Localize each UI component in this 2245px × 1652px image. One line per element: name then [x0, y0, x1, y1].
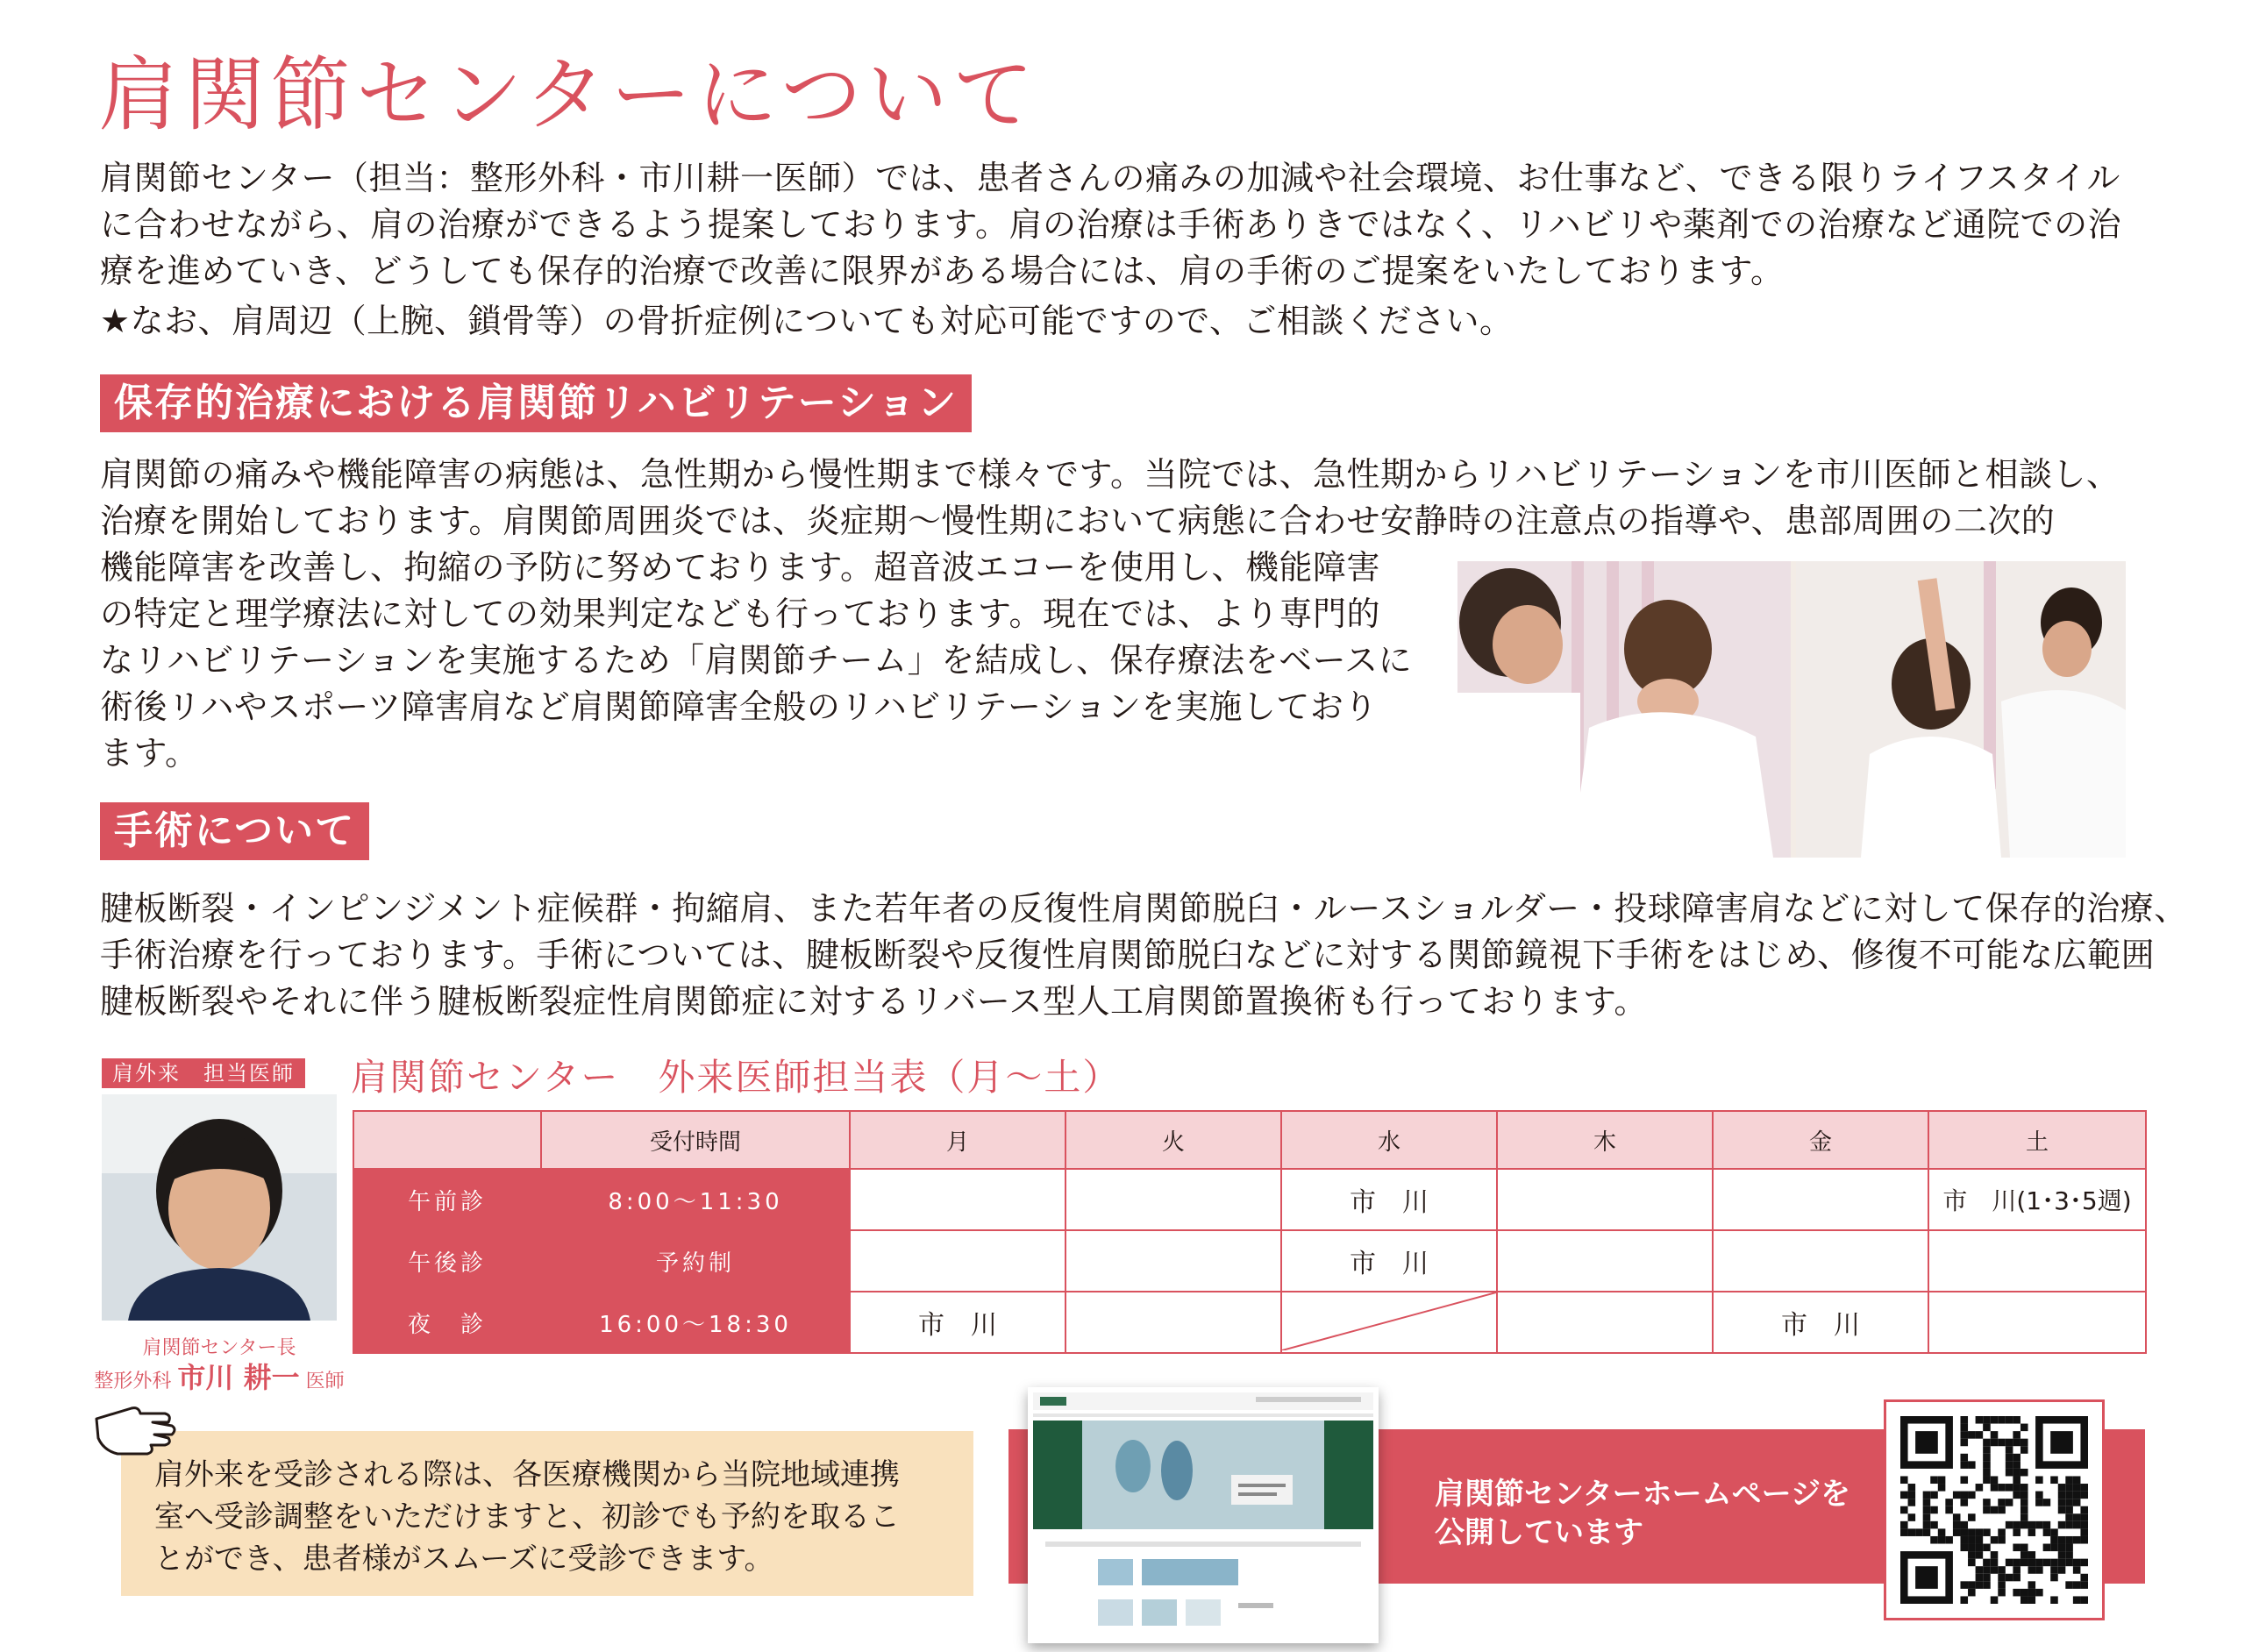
schedule-reception-time: 予約制: [541, 1230, 850, 1292]
rehab-photo: [1457, 561, 2126, 858]
schedule-header-cell: 火: [1065, 1111, 1281, 1169]
schedule-cell: [850, 1230, 1065, 1292]
schedule-cell: [1065, 1169, 1281, 1230]
schedule-reception-time: 16:00～18:30: [541, 1292, 850, 1353]
schedule-header-cell: 金: [1713, 1111, 1928, 1169]
banner-line: 公開しています: [1435, 1515, 1643, 1550]
doctor-name: 市川 耕一: [177, 1361, 300, 1394]
homepage-screenshot-illustration: [1028, 1387, 1379, 1643]
pointing-hand-icon: [91, 1399, 179, 1464]
rehab-line: の特定と理学療法に対しての効果判定なども行っております。現在では、より専門的: [100, 595, 1380, 633]
schedule-cell: [1928, 1230, 2146, 1292]
schedule-header-cell: 月: [850, 1111, 1065, 1169]
rehab-line: 機能障害を改善し、拘縮の予防に努めております。超音波エコーを使用し、機能障害: [100, 548, 1380, 587]
diagonal-slash: [1282, 1292, 1496, 1350]
schedule-row-label: 午後診: [353, 1230, 541, 1292]
rehab-heading: 保存的治療における肩関節リハビリテーション: [100, 374, 972, 432]
rehab-line: 治療を開始しております。肩関節周囲炎では、炎症期～慢性期において病態に合わせ安静時の注意点の指導や、患部周囲の二次的: [100, 502, 2056, 540]
schedule-row-morning: [353, 1169, 2146, 1230]
intro-line: 肩関節センター（担当：整形外科・市川耕一医師）では、患者さんの痛みの加減や社会環境、お仕事など、できる限りライフスタイル: [100, 159, 2120, 197]
schedule-header-cell: [353, 1111, 541, 1169]
schedule-header-cell: 木: [1497, 1111, 1713, 1169]
schedule-table: [353, 1110, 2147, 1354]
qr-code-icon[interactable]: [1900, 1416, 2088, 1604]
note-line: とができ、患者様がスムーズに受診できます。: [154, 1542, 774, 1577]
schedule-cell: [1928, 1292, 2146, 1353]
schedule-header-cell: 受付時間: [541, 1111, 850, 1169]
schedule-row-label: 午前診: [353, 1169, 541, 1230]
schedule-cell: [1497, 1230, 1713, 1292]
qr-code-frame: [1884, 1399, 2105, 1620]
schedule-caption: 肩関節センター 外来医師担当表（月～土）: [351, 1056, 1122, 1099]
schedule-reception-time: 8:00～11:30: [541, 1169, 850, 1230]
schedule-header-cell: 土: [1928, 1111, 2146, 1169]
schedule-row-afternoon: [353, 1230, 2146, 1292]
schedule-header-row: [353, 1111, 2146, 1169]
schedule-cell-diagonal: [1281, 1292, 1497, 1353]
homepage-screenshot[interactable]: [1028, 1387, 1379, 1643]
surgery-line: 腱板断裂・インピンジメント症候群・拘縮肩、また若年者の反復性肩関節脱臼・ルースショルダー・投球障害肩などに対して保存的治療、: [100, 889, 2188, 928]
rehab-line: ます。: [100, 734, 199, 773]
doctor-dept: 整形外科: [94, 1371, 172, 1392]
intro-line: 療を進めていき、どうしても保存的治療で改善に限界がある場合には、肩の手術のご提案をいたしております。: [100, 252, 1785, 290]
referral-note: [121, 1431, 973, 1596]
page-title: 肩関節センターについて: [98, 48, 1039, 142]
schedule-row-label: 夜 診: [353, 1292, 541, 1353]
doctor-tag: 肩外来 担当医師: [102, 1058, 305, 1088]
schedule-cell: 市 川: [850, 1292, 1065, 1353]
note-line: 室へ受診調整をいただけますと、初診でも予約を取るこ: [154, 1499, 900, 1535]
doctor-caption-title: 肩関節センター長: [142, 1337, 296, 1359]
schedule-header-cell: 水: [1281, 1111, 1497, 1169]
surgery-line: 手術治療を行っております。手術については、腱板断裂や反復性肩関節脱臼などに対する関節鏡視下手術をはじめ、修復不可能な広範囲: [100, 936, 2156, 974]
rehab-line: 術後リハやスポーツ障害肩など肩関節障害全般のリハビリテーションを実施しており: [100, 687, 1378, 726]
intro-line: に合わせながら、肩の治療ができるよう提案しております。肩の治療は手術ありきではなく、リハビリや薬剤での治療など通院での治: [100, 205, 2122, 244]
surgery-paragraph: [100, 886, 2188, 1025]
schedule-cell: [1065, 1230, 1281, 1292]
schedule-cell: 市 川: [1281, 1169, 1497, 1230]
schedule-cell: [1065, 1292, 1281, 1353]
schedule-cell: 市 川(1･3･5週): [1928, 1169, 2146, 1230]
surgery-heading: 手術について: [100, 802, 369, 860]
schedule-cell: [1497, 1169, 1713, 1230]
intro-line: ★なお、肩周辺（上腕、鎖骨等）の骨折症例についても対応可能ですので、ご相談ください。: [100, 302, 1514, 340]
schedule-row-evening: [353, 1292, 2146, 1353]
doctor-suffix: 医師: [305, 1371, 345, 1392]
doctor-caption-name: [88, 1356, 351, 1396]
schedule-cell: 市 川: [1713, 1292, 1928, 1353]
schedule-cell: [1713, 1230, 1928, 1292]
intro-paragraph: [100, 155, 2121, 345]
banner-line: 肩関節センターホームページを: [1435, 1477, 1850, 1512]
rehab-photo-illustration: [1457, 561, 2126, 858]
doctor-photo: [102, 1094, 337, 1321]
schedule-cell: 市 川: [1281, 1230, 1497, 1292]
doctor-photo-illustration: [102, 1094, 337, 1321]
schedule-cell: [1713, 1169, 1928, 1230]
rehab-line: なリハビリテーションを実施するため「肩関節チーム」を結成し、保存療法をベースに: [100, 641, 1413, 680]
rehab-line: 肩関節の痛みや機能障害の病態は、急性期から慢性期まで様々です。当院では、急性期からリハビリテーションを市川医師と相談し、: [100, 455, 2120, 494]
schedule-cell: [850, 1169, 1065, 1230]
homepage-banner-text: [1435, 1475, 1850, 1552]
schedule-cell: [1497, 1292, 1713, 1353]
surgery-line: 腱板断裂やそれに伴う腱板断裂症性肩関節症に対するリバース型人工肩関節置換術も行っております。: [100, 982, 1648, 1021]
note-line: 肩外来を受診される際は、各医療機関から当院地域連携: [154, 1457, 900, 1492]
